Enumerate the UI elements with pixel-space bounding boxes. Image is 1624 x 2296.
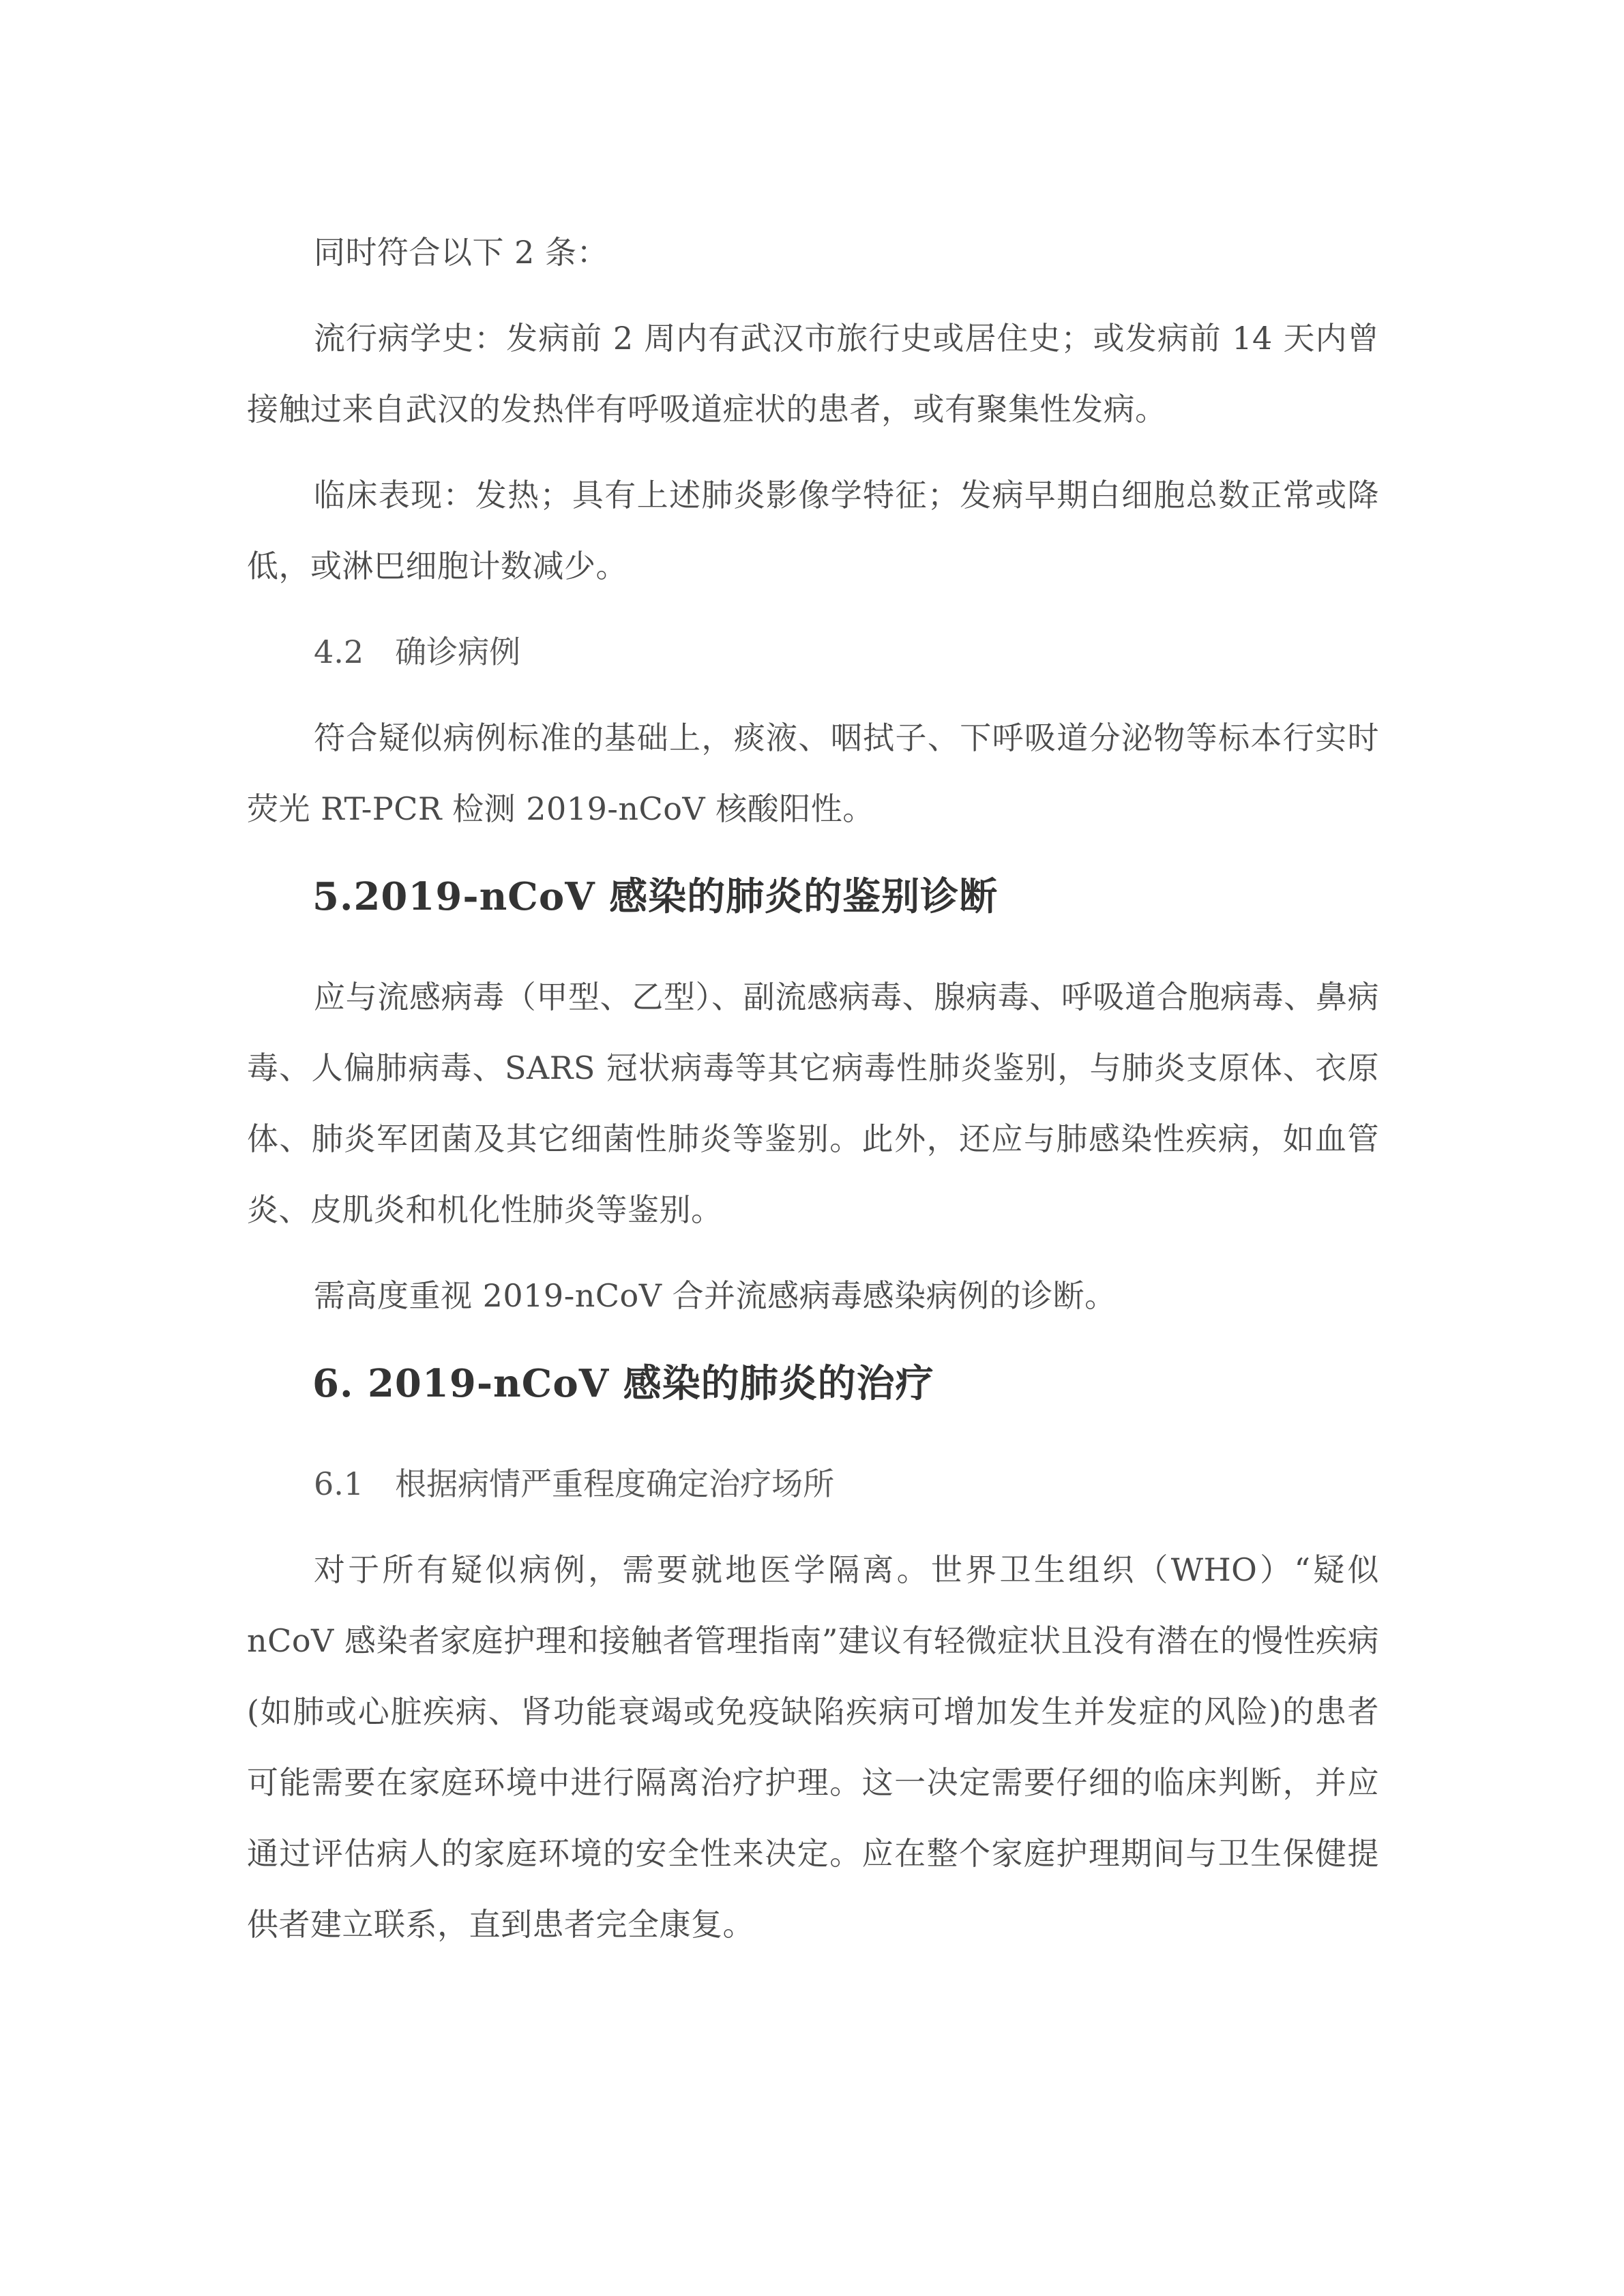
paragraph-clinical: 临床表现：发热；具有上述肺炎影像学特征；发病早期白细胞总数正常或降低，或淋巴细胞计数减少。: [247, 477, 1379, 584]
heading-section-5: 5.2019-nCoV 感染的肺炎的鉴别诊断: [312, 874, 999, 919]
subheading-4-2: 4.2 确诊病例: [314, 633, 521, 670]
paragraph-influenza: 需高度重视 2019-nCoV 合并流感病毒感染病例的诊断。: [314, 1277, 1117, 1314]
paragraph-epidemiology: 流行病学史：发病前 2 周内有武汉市旅行史或居住史；或发病前 14 天内曾接触过来自武汉的发热伴有呼吸道症状的患者，或有聚集性发病。: [247, 320, 1379, 428]
paragraph-criteria-intro: 同时符合以下 2 条：: [314, 234, 609, 271]
document-body: [247, 217, 1379, 1960]
paragraph-differential: 应与流感病毒（甲型、乙型）、副流感病毒、腺病毒、呼吸道合胞病毒、鼻病毒、人偏肺病毒、SARS 冠状病毒等其它病毒性肺炎鉴别，与肺炎支原体、衣原体、肺炎军团菌及其它细菌性肺炎等鉴别。此外，还应与肺感染性疾病，如血管炎、皮肌炎和机化性肺炎等鉴别。: [247, 979, 1379, 1228]
paragraph-isolation: 对于所有疑似病例，需要就地医学隔离。世界卫生组织（WHO）“疑似 nCoV 感染者家庭护理和接触者管理指南”建议有轻微症状且没有潜在的慢性疾病(如肺或心脏疾病、肾功能衰竭或免疫缺陷疾病可增加发生并发症的风险)的患者可能需要在家庭环境中进行隔离治疗护理。这一决定需要仔细的临床判断，并应通过评估病人的家庭环境的安全性来决定。应在整个家庭护理期间与卫生保健提供者建立联系，直到患者完全康复。: [247, 1551, 1379, 1943]
subheading-6-1: 6.1 根据病情严重程度确定治疗场所: [314, 1465, 835, 1502]
paragraph-confirmed: 符合疑似病例标准的基础上，痰液、咽拭子、下呼吸道分泌物等标本行实时荧光 RT-PCR 检测 2019-nCoV 核酸阳性。: [247, 719, 1379, 827]
heading-section-6: 6. 2019-nCoV 感染的肺炎的治疗: [312, 1361, 934, 1406]
